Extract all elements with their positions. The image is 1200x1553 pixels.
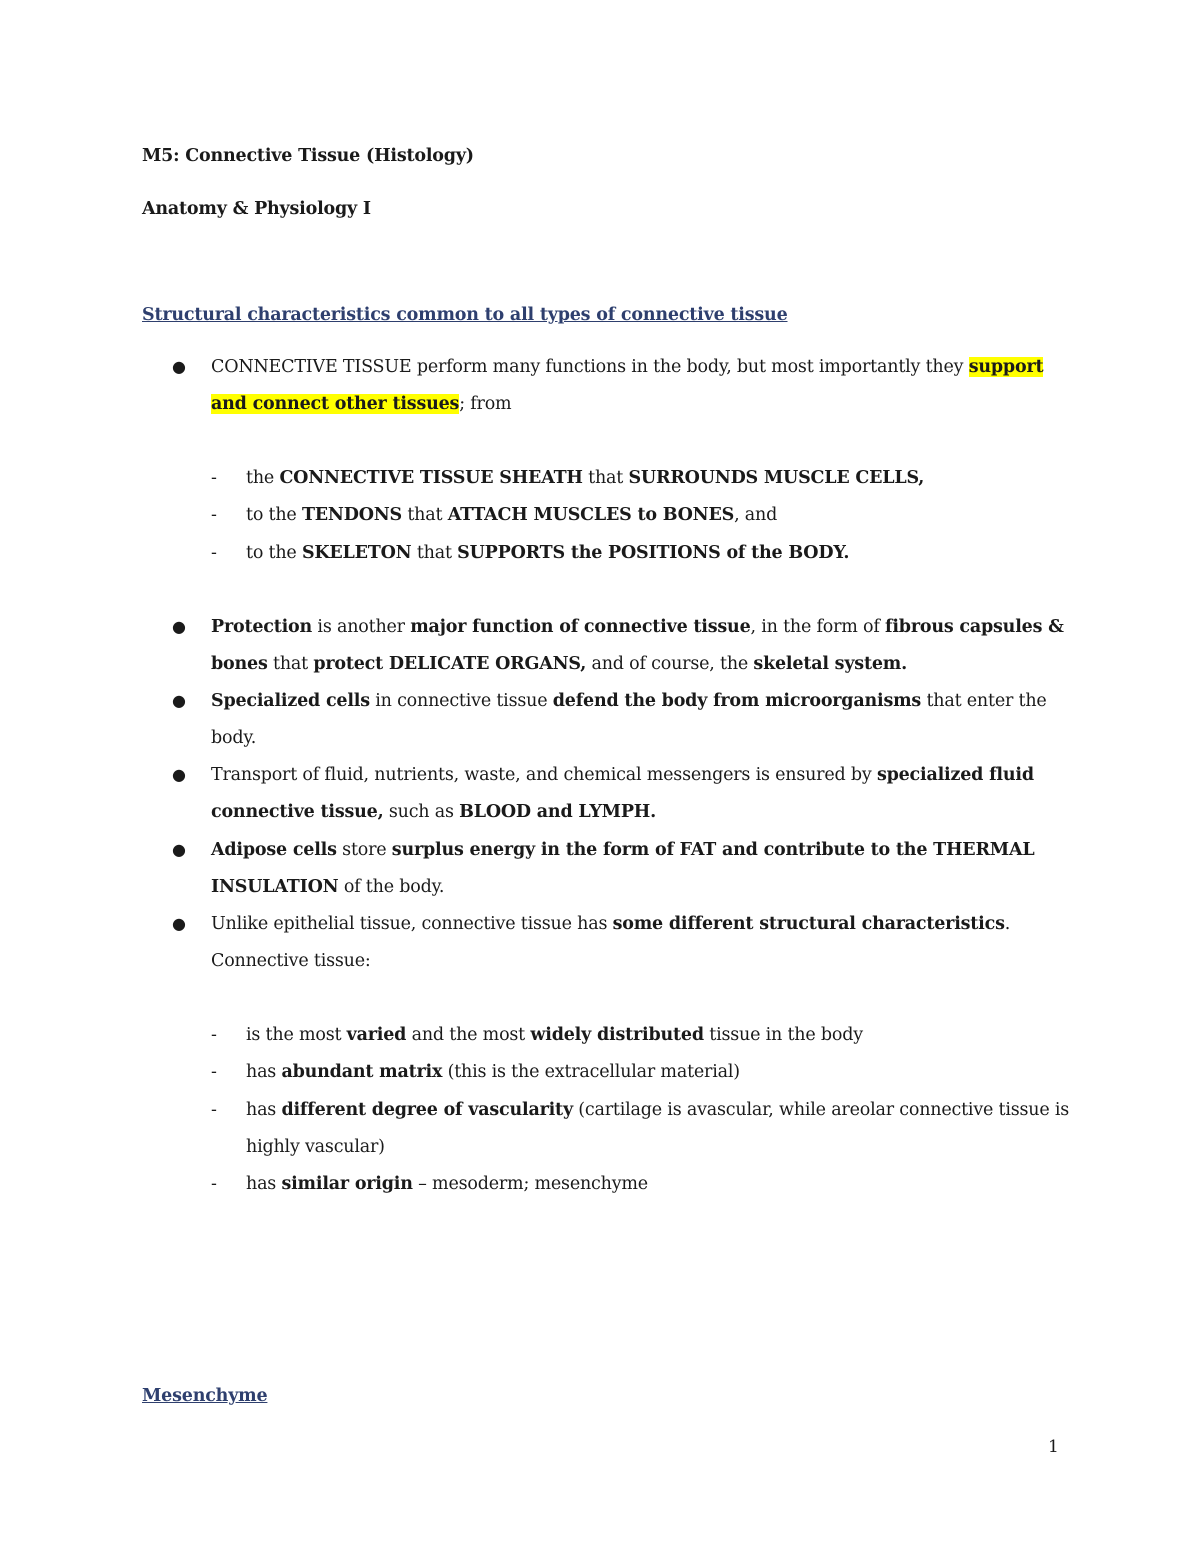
- dash-item-skeleton: to the SKELETON that SUPPORTS the POSITIONS of the BODY.: [246, 543, 850, 563]
- bullet-icon: ●: [172, 357, 186, 376]
- bullet-6-line-2: Connective tissue:: [211, 951, 371, 971]
- bullet-1-line-1: CONNECTIVE TISSUE perform many functions in the body, but most importantly they support: [211, 357, 1044, 377]
- dash-item-vascularity-cont: highly vascular): [246, 1137, 385, 1157]
- bullet-5-line-2: INSULATION of the body.: [211, 877, 445, 897]
- dash-icon: -: [211, 1174, 217, 1194]
- bullet-icon: ●: [172, 691, 186, 710]
- bullet-icon: ●: [172, 914, 186, 933]
- dash-item-tendons: to the TENDONS that ATTACH MUSCLES to BONES, and: [246, 505, 778, 525]
- bullet-4-line-2: connective tissue, such as BLOOD and LYMPH.: [211, 802, 657, 822]
- section-heading-structural: Structural characteristics common to all types of connective tissue: [142, 305, 788, 325]
- dash-icon: -: [211, 1100, 217, 1120]
- course-name: Anatomy & Physiology I: [142, 199, 371, 219]
- bullet-icon: ●: [172, 765, 186, 784]
- bullet-3-line-1: Specialized cells in connective tissue defend the body from microorganisms that enter the: [211, 691, 1047, 711]
- highlight-support: support: [968, 357, 1044, 377]
- dash-icon: -: [211, 505, 217, 525]
- bullet-icon: ●: [172, 840, 186, 859]
- dash-item-varied: is the most varied and the most widely distributed tissue in the body: [246, 1025, 863, 1045]
- dash-item-vascularity: has different degree of vascularity (cartilage is avascular, while areolar connective tissue is: [246, 1100, 1070, 1120]
- dash-icon: -: [211, 1025, 217, 1045]
- bullet-2-line-1: Protection is another major function of connective tissue, in the form of fibrous capsules &: [211, 617, 1064, 637]
- bullet-1-line-2: and connect other tissues; from: [211, 394, 512, 414]
- dash-item-sheath: the CONNECTIVE TISSUE SHEATH that SURROUNDS MUSCLE CELLS,: [246, 468, 925, 488]
- bullet-4-line-1: Transport of fluid, nutrients, waste, and chemical messengers is ensured by specialized fluid: [211, 765, 1034, 785]
- bullet-3-line-2: body.: [211, 728, 257, 748]
- highlight-connect: and connect other tissues: [211, 394, 460, 414]
- dash-item-origin: has similar origin – mesoderm; mesenchyme: [246, 1174, 648, 1194]
- bullet-6-line-1: Unlike epithelial tissue, connective tissue has some different structural characteristics.: [211, 914, 1011, 934]
- bullet-icon: ●: [172, 617, 186, 636]
- dash-icon: -: [211, 1062, 217, 1082]
- document-title: M5: Connective Tissue (Histology): [142, 146, 474, 166]
- section-heading-mesenchyme: Mesenchyme: [142, 1386, 268, 1406]
- dash-icon: -: [211, 543, 217, 563]
- dash-item-matrix: has abundant matrix (this is the extracellular material): [246, 1062, 740, 1082]
- bullet-5-line-1: Adipose cells store surplus energy in the form of FAT and contribute to the THERMAL: [211, 840, 1035, 860]
- page-number: 1: [1048, 1437, 1059, 1457]
- dash-icon: -: [211, 468, 217, 488]
- bullet-2-line-2: bones that protect DELICATE ORGANS, and of course, the skeletal system.: [211, 654, 907, 674]
